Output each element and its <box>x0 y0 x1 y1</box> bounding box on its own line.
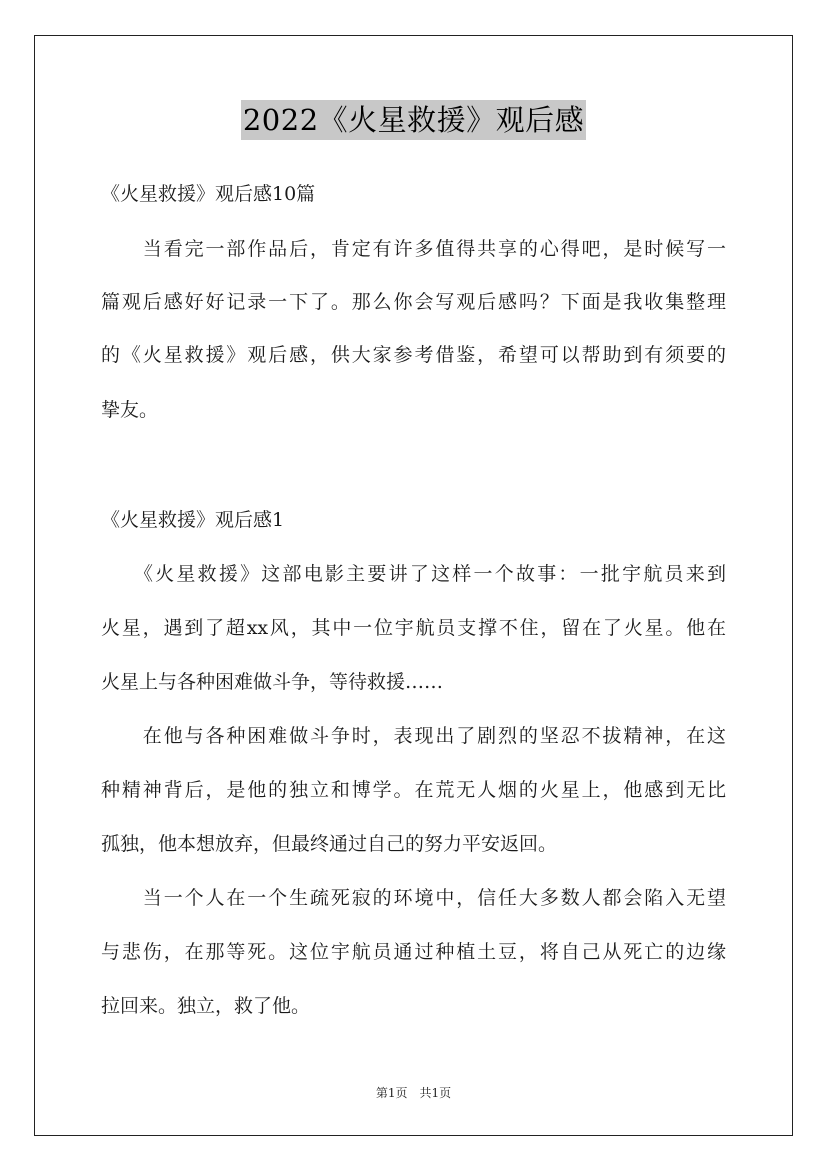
intro-line-4: 挚友。 <box>101 399 159 421</box>
section-line-9: 拉回来。独立，救了他。 <box>101 995 311 1017</box>
section-line-1: 《火星救援》这部电影主要讲了这样一个故事：一批宇航员来到 <box>101 563 726 585</box>
section-line-5: 种精神背后，是他的独立和博学。在荒无人烟的火星上，他感到无比 <box>101 779 726 801</box>
document-heading: 《火星救援》观后感10篇 <box>101 183 316 205</box>
intro-line-2: 篇观后感好好记录一下了。那么你会写观后感吗？下面是我收集整理 <box>101 291 726 313</box>
section-line-4: 在他与各种困难做斗争时，表现出了剧烈的坚忍不拔精神，在这 <box>101 725 726 747</box>
section-line-6: 孤独，他本想放弃，但最终通过自己的努力平安返回。 <box>101 833 558 855</box>
title-container <box>0 100 827 140</box>
page-footer: 第1页 共1页 <box>375 1086 452 1100</box>
section-title: 《火星救援》观后感1 <box>101 509 285 531</box>
intro-line-1: 当看完一部作品后，肯定有许多值得共享的心得吧，是时候写一 <box>101 238 726 260</box>
section-line-7: 当一个人在一个生疏死寂的环境中，信任大多数人都会陷入无望 <box>101 887 726 909</box>
section-line-2: 火星，遇到了超xx风，其中一位宇航员支撑不住，留在了火星。他在 <box>101 617 726 639</box>
section-line-8: 与悲伤，在那等死。这位宇航员通过种植土豆，将自己从死亡的边缘 <box>101 941 726 963</box>
document-title: 2022《火星救援》观后感 <box>241 100 586 140</box>
intro-line-3: 的《火星救援》观后感，供大家参考借鉴，希望可以帮助到有须要的 <box>101 344 726 366</box>
section-line-3: 火星上与各种困难做斗争，等待救援…… <box>101 671 444 693</box>
